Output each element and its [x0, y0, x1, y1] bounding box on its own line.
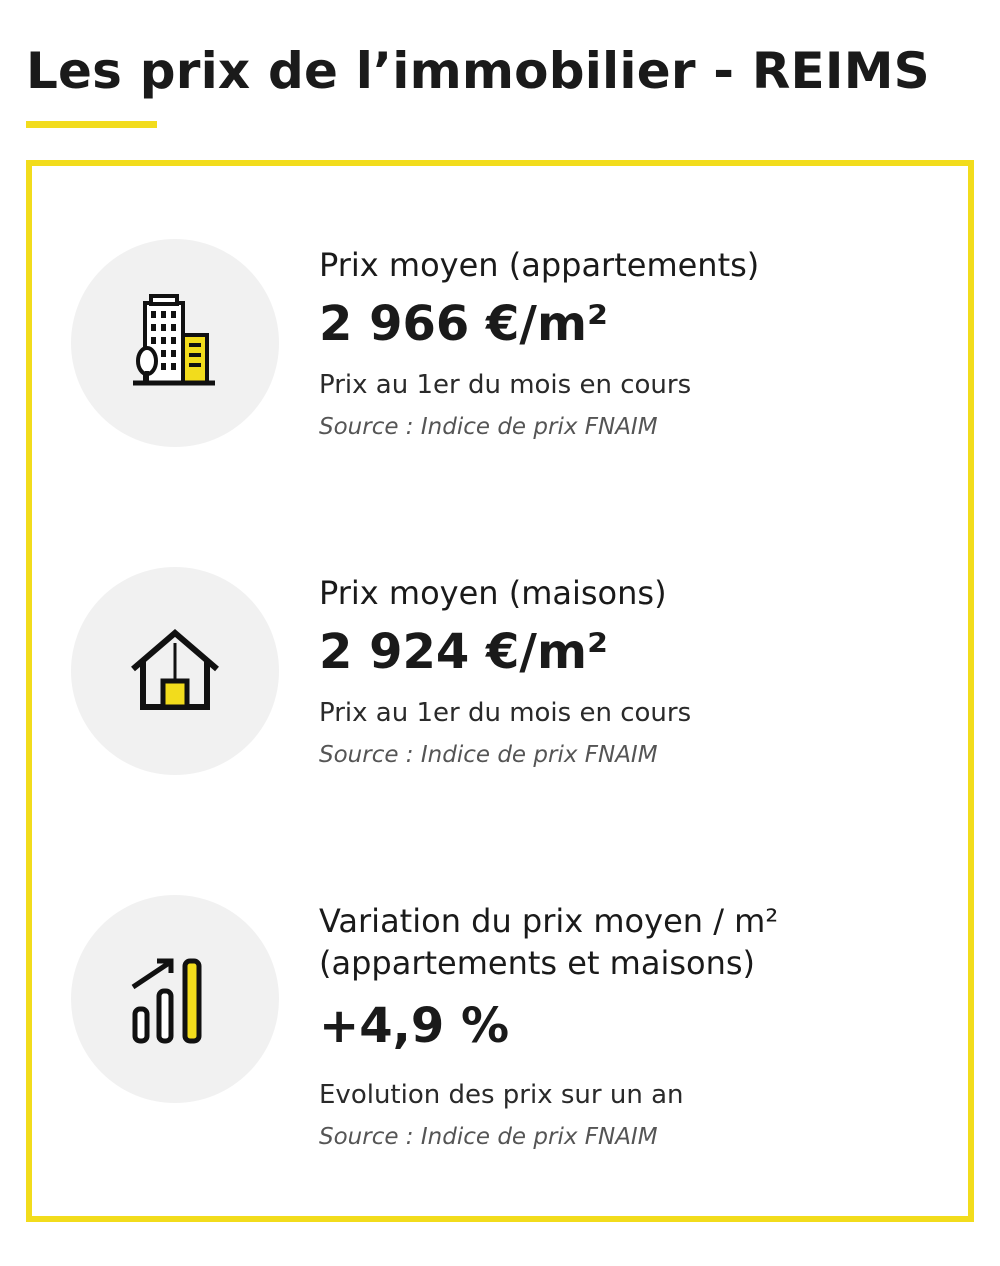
- houses-note: Prix au 1er du mois en cours: [319, 698, 692, 728]
- houses-text: [319, 572, 939, 770]
- growth-icon-circle: [71, 895, 279, 1103]
- apartments-label: Prix moyen (appartements): [319, 246, 760, 284]
- variation-note: Evolution des prix sur un an: [319, 1080, 684, 1110]
- apartment-building-icon: [125, 293, 225, 393]
- growth-chart-icon: [125, 949, 225, 1049]
- apartments-source: Source : Indice de prix FNAIM: [319, 414, 658, 440]
- price-card: [26, 160, 974, 1222]
- houses-source: Source : Indice de prix FNAIM: [319, 742, 658, 768]
- variation-label-line1: Variation du prix moyen / m²: [319, 902, 779, 940]
- variation-text: [319, 900, 939, 1152]
- title-underline: [26, 121, 157, 128]
- variation-label-line2: (appartements et maisons): [319, 944, 756, 982]
- apartment-icon-circle: [71, 239, 279, 447]
- houses-label: Prix moyen (maisons): [319, 574, 667, 612]
- apartments-text: [319, 244, 939, 442]
- houses-price: 2 924 €/m²: [319, 624, 608, 680]
- page-title: Les prix de l’immobilier - REIMS: [26, 42, 930, 100]
- variation-value: +4,9 %: [319, 998, 510, 1054]
- apartments-note: Prix au 1er du mois en cours: [319, 370, 692, 400]
- house-icon: [125, 621, 225, 721]
- variation-source: Source : Indice de prix FNAIM: [319, 1124, 658, 1150]
- house-icon-circle: [71, 567, 279, 775]
- apartments-price: 2 966 €/m²: [319, 296, 608, 352]
